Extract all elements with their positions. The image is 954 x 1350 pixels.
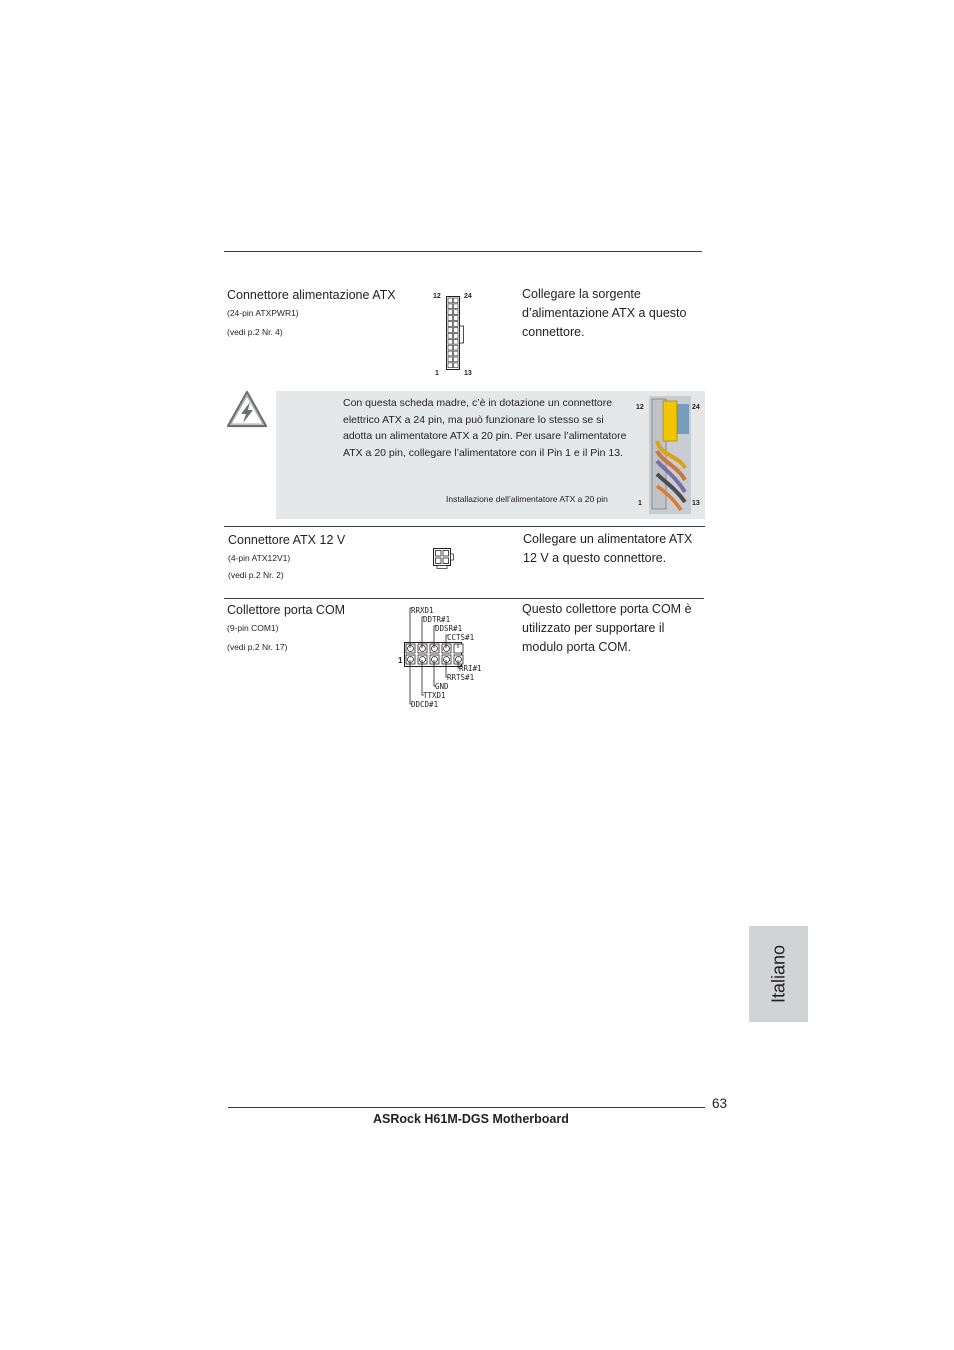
atx-pin-cell bbox=[448, 345, 453, 350]
com-header-diagram bbox=[396, 604, 486, 710]
note-text: Con questa scheda madre, c’è in dotazione un connettore elettrico ATX a 24 pin, ma può funzionare lo stesso se si adotta un alimentatore ATX a 20 pin. Per usare l’alimentatore ATX a 20 pin, collegare l’alimentatore con il Pin 1 e il Pin 13. bbox=[343, 397, 627, 460]
atx-pin-label-24: 24 bbox=[464, 293, 472, 300]
note-divider bbox=[224, 526, 705, 527]
language-tab bbox=[749, 926, 808, 1022]
atx-pin-cell bbox=[454, 316, 459, 321]
atx-description: Collegare la sorgente d’alimentazione ATX a questo connettore. bbox=[522, 287, 687, 339]
note-caption: Installazione dell’alimentatore ATX a 20 pin bbox=[446, 494, 608, 504]
atx-subtitle-pin: (24-pin ATXPWR1) bbox=[227, 308, 299, 318]
atx-pin-cell bbox=[448, 316, 453, 321]
com-pin bbox=[420, 657, 426, 663]
com-label-ccts1: CCTS#1 bbox=[447, 633, 475, 642]
page-number: 63 bbox=[712, 1096, 728, 1111]
com-title: Collettore porta COM bbox=[227, 603, 346, 617]
atx-pin-cell bbox=[448, 351, 453, 356]
atx-pin-label-13: 13 bbox=[464, 370, 472, 377]
atx-pin-cell bbox=[454, 322, 459, 327]
atx-pin-cell bbox=[454, 310, 459, 315]
com-pin bbox=[432, 646, 438, 652]
com-pin bbox=[432, 657, 438, 663]
com-subtitle-ref: (vedi p.2 Nr. 17) bbox=[227, 642, 288, 652]
atx-pin-cell bbox=[448, 298, 453, 303]
atx-pin-cell bbox=[448, 363, 453, 368]
com-label-ddsr1: DDSR#1 bbox=[435, 624, 463, 633]
language-tab-label: Italiano bbox=[768, 944, 788, 1004]
atx-pin-cell bbox=[454, 328, 459, 333]
atx-pin-cell bbox=[454, 351, 459, 356]
atx-pin-cell bbox=[448, 339, 453, 344]
com-label-rrts1: RRTS#1 bbox=[447, 673, 475, 682]
atx-title: Connettore alimentazione ATX bbox=[227, 288, 396, 302]
atx-pin-cell bbox=[448, 328, 453, 333]
com-pin bbox=[444, 657, 450, 663]
com-pin bbox=[408, 657, 414, 663]
atx12v-title: Connettore ATX 12 V bbox=[228, 533, 346, 547]
atx-pin-cell bbox=[454, 357, 459, 362]
com-description: Questo collettore porta COM è utilizzato per supportare il modulo porta COM. bbox=[522, 602, 692, 654]
com-label-rrxd1: RRXD1 bbox=[411, 606, 434, 615]
com-pin-cell bbox=[454, 644, 463, 653]
atx-pin-cell bbox=[454, 339, 459, 344]
atx-pin-cell bbox=[454, 333, 459, 338]
com-subtitle-pin: (9-pin COM1) bbox=[227, 623, 279, 633]
photo-pin-label-12: 12 bbox=[636, 404, 644, 411]
atx-pin-cell bbox=[448, 333, 453, 338]
atx-connector-icon bbox=[446, 296, 464, 370]
atx12v-connector-icon bbox=[433, 548, 457, 570]
photo-pin-label-24: 24 bbox=[692, 404, 700, 411]
atx-pin-cell bbox=[454, 345, 459, 350]
atx-pin-cell bbox=[454, 363, 459, 368]
atx-pin-label-12: 12 bbox=[433, 293, 441, 300]
photo-pin-label-1: 1 bbox=[638, 500, 642, 507]
footer-title: ASRock H61M-DGS Motherboard bbox=[373, 1112, 569, 1126]
top-divider bbox=[224, 251, 702, 252]
note-box bbox=[276, 391, 705, 519]
atx12v-subtitle-ref: (vedi p.2 Nr. 2) bbox=[228, 570, 284, 580]
atx-pin-cell bbox=[454, 298, 459, 303]
atx-pin-cell bbox=[448, 357, 453, 362]
photo-pin-label-13: 13 bbox=[692, 500, 700, 507]
atx-pin-cell bbox=[448, 322, 453, 327]
com-pin1-label: 1 bbox=[398, 656, 403, 665]
com-pin bbox=[408, 646, 414, 652]
atx-pin-cell bbox=[454, 304, 459, 309]
atx-24pin-diagram bbox=[428, 290, 478, 382]
atx-subtitle-ref: (vedi p.2 Nr. 4) bbox=[227, 327, 283, 337]
com-label-ddtr1: DDTR#1 bbox=[423, 615, 451, 624]
com-label-rri1: RRI#1 bbox=[459, 664, 482, 673]
atx-pin-cell bbox=[448, 310, 453, 315]
atx12v-subtitle-pin: (4-pin ATX12V1) bbox=[228, 553, 291, 563]
com-pin bbox=[456, 657, 462, 663]
warning-icon bbox=[226, 390, 268, 428]
atx-pin-label-1: 1 bbox=[435, 370, 439, 377]
atx12v-description: Collegare un alimentatore ATX 12 V a questo connettore. bbox=[523, 532, 693, 565]
com-label-gnd: GND bbox=[435, 682, 449, 691]
footer-divider bbox=[228, 1107, 705, 1108]
atx12v-divider bbox=[224, 598, 704, 599]
psu-connector-photo bbox=[649, 396, 691, 514]
com-pin bbox=[444, 646, 450, 652]
atx-pin-cell bbox=[448, 304, 453, 309]
com-label-ttxd1: TTXD1 bbox=[423, 691, 446, 700]
com-label-ddcd1: DDCD#1 bbox=[411, 700, 439, 709]
com-pin bbox=[420, 646, 426, 652]
